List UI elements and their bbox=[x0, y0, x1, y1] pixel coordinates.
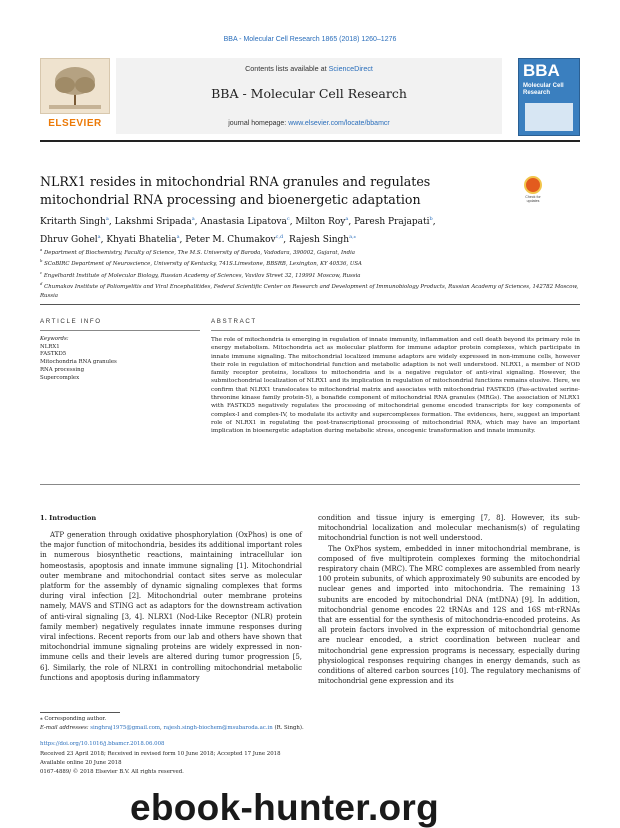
sciencedirect-link[interactable]: ScienceDirect bbox=[328, 64, 373, 73]
available-online-date: Available online 20 June 2018 bbox=[40, 760, 122, 766]
author[interactable]: Peter M. Chumakov$^{c,d}$ bbox=[185, 234, 284, 245]
check-updates-icon bbox=[524, 176, 542, 194]
cover-image bbox=[525, 103, 573, 131]
affiliation: $^c$ Engelhardt Institute of Molecular Biology, Russian Academy of Sciences, Vavilov Street 32, 119991 Moscow, Russia bbox=[40, 269, 361, 279]
abstract-text: The role of mitochondria is emerging in regulation of innate immunity, inflammation and cell death beyond its primary role in energy metabolism. Mitochondria act as molecular platform for immune adaptor protein complexes, which participate in innate immune signaling. The mitochondrial localized immune adaptors are widely expressed in non-immune cells, however their role in regulation of mitochondrial function and metabolic adaption is not well understood. NLRX1, a member of NOD family receptor proteins, localizes to mitochondria and is a negative regulator of anti-viral signaling. However, the submitochondrial localization of NLRX1 and its implication in regulation of mitochondrial functions remains elusive. Here, we confirm that NLRX1 translocates to mitochondrial matrix and associates with mitochondrial FASTKD5 (Fas-activated serine-threonine kinase family protein-5), a bonafide component of mitochondrial RNA granules (MRGs). The association of NLRX1 with FASTKD5 negatively regulates the processing of mitochondrial genome encoded transcripts for key components of complex-I and complex-IV, to modulate its activity and supercomplexes formation. The evidences, here, suggest an important role of NLRX1 in regulating the post-transcriptional processing of mitochondrial RNA, which may have an important implication in bioenergetic adaptation during metabolic stress, oncogenic transformation and innate immunity. bbox=[211, 337, 580, 435]
affiliation: $^b$ SCoBIRC Department of Neuroscience, University of Kentucky, 741S.Limestone, BBSRB, Lexington, KY 40536, USA bbox=[40, 258, 362, 268]
banner-divider bbox=[40, 140, 580, 142]
author[interactable]: Kritarth Singh$^a$ bbox=[40, 216, 109, 227]
article-info-heading: ARTICLE INFO bbox=[40, 318, 102, 325]
journal-cover-thumbnail[interactable] bbox=[518, 58, 580, 136]
journal-banner bbox=[40, 58, 580, 136]
elsevier-wordmark: ELSEVIER bbox=[48, 118, 102, 129]
author[interactable]: Anastasia Lipatova$^c$ bbox=[200, 216, 290, 227]
keyword: NLRX1 bbox=[40, 343, 60, 350]
author[interactable]: Khyati Bhatelia$^a$ bbox=[106, 234, 180, 245]
cover-title: BBA bbox=[523, 61, 560, 80]
body-column-left bbox=[40, 530, 302, 683]
affiliations bbox=[40, 246, 580, 300]
keyword: Supercomplex bbox=[40, 374, 80, 381]
email-addresses: E-mail addresses: singhraj1975@gmail.com, rajesh.singh-biochem@msubaroda.ac.in (R. Singh). bbox=[40, 725, 304, 731]
watermark: ebook-hunter.org bbox=[130, 787, 440, 828]
elsevier-tree-icon bbox=[40, 58, 110, 114]
article-title: NLRX1 resides in mitochondrial RNA granules and regulates mitochondrial RNA processing and bioenergetic adaptation bbox=[40, 174, 431, 207]
author[interactable]: Lakshmi Sripada$^a$ bbox=[114, 216, 195, 227]
affiliation: $^d$ Chumakov Institute of Poliomyelitis and Viral Encephalitides, Federal Scientific Center on Research and Development of Immunobiology Products, Russian Academy of Sciences, 142782 Moscow, Russia bbox=[40, 281, 579, 299]
contents-prefix: Contents lists available at bbox=[245, 64, 329, 73]
article-info-rule bbox=[40, 330, 200, 331]
introduction-heading: 1. Introduction bbox=[40, 514, 97, 522]
copyright-line: 0167-4889/ © 2018 Elsevier B.V. All rights reserved. bbox=[40, 769, 184, 775]
footnote-rule bbox=[40, 712, 120, 713]
keyword: FASTKD5 bbox=[40, 351, 67, 358]
author[interactable]: Rajesh Singh$^{a,⁎}$ bbox=[288, 234, 357, 245]
body-column-right bbox=[318, 513, 580, 686]
doi-link[interactable]: https://doi.org/10.1016/j.bbamcr.2018.06.008 bbox=[40, 741, 165, 747]
author[interactable]: Paresh Prajapati$^b$ bbox=[354, 216, 433, 227]
journal-title: BBA - Molecular Cell Research bbox=[211, 86, 407, 101]
abstract-rule bbox=[211, 330, 580, 331]
affiliations-divider bbox=[40, 304, 580, 305]
keywords-label: Keywords: bbox=[40, 336, 69, 342]
email-link[interactable]: singhraj1975@gmail.com bbox=[90, 725, 161, 731]
journal-homepage bbox=[116, 120, 502, 127]
body-paragraph: ATP generation through oxidative phosphorylation (OxPhos) is one of the major function of mitochondria, besides its additional important roles in numerous biosynthetic reactions, maintaining intracellular ion homeostasis, apoptosis and innate immune signaling [1]. Mitochondrial outer membrane and mitochondrial contact sites serve as molecular platform for the assembly of dynamic signaling complexes that forms during viral infection [2]. Mitochondrial outer membrane proteins namely, MAVS and STING act as adaptors for the downstream activation of anti-viral signaling [3, 4]. NLRX1 (Nod-Like Receptor (NLR) protein family member) negatively regulates innate immune responses during viral infections. Recent reports from our lab and others have shown that mitochondrial immune signaling proteins are widely expressed in non-immune cells and their levels are altered during tumor progression [5, 6]. Similarly, the role of NLRX1 in controlling mitochondrial metabolic functions and apoptosis during inflammatory bbox=[40, 531, 302, 682]
homepage-link[interactable]: www.elsevier.com/locate/bbamcr bbox=[288, 120, 390, 127]
abstract-divider bbox=[40, 484, 580, 485]
check-updates-label: Check for updates bbox=[525, 195, 541, 204]
corresponding-author-note: ⁎ Corresponding author. bbox=[40, 716, 107, 722]
keyword: RNA processing bbox=[40, 366, 85, 373]
keyword: Mitochondria RNA granules bbox=[40, 359, 117, 366]
author[interactable]: Dhruv Gohel$^a$ bbox=[40, 234, 101, 245]
running-head[interactable]: BBA - Molecular Cell Research 1865 (2018) 1260–1276 bbox=[223, 36, 397, 43]
homepage-prefix: journal homepage: bbox=[228, 120, 289, 127]
body-paragraph: The OxPhos system, embedded in inner mitochondrial membrane, is composed of five multiprotein complexes forming the mitochondrial respiratory chain (MRC). The MRC complexes are assembled from nearly 100 protein subunits, of which approximately 90 subunits are encoded by nuclear genes and imported into mitochondria. The remaining 13 subunits are encoded by mitochondrial DNA (mtDNA) [9]. In addition, mitochondrial genome encodes 22 tRNAs and 12S and 16S mt-rRNAs that are essential for the synthesis of mitochondria-encoded proteins. As all protein factors involved in the expression of mitochondrial genome are nuclear encoded, a strict coordination between nuclear and mitochondrial gene expression programs is necessary, especially during physiological responses requiring changes in energy demands, such as conditions of altered carbon sources [10]. The regulatory mechanisms of mitochondrial gene expression and its bbox=[318, 544, 580, 686]
cover-subtitle: Molecular Cell Research bbox=[523, 83, 564, 96]
journal-banner-center bbox=[116, 58, 502, 134]
author[interactable]: Milton Roy$^a$ bbox=[295, 216, 349, 227]
contents-line bbox=[116, 64, 502, 73]
keywords-block bbox=[40, 336, 200, 382]
abstract-heading: ABSTRACT bbox=[211, 318, 257, 325]
received-dates: Received 23 April 2018; Received in revised form 10 June 2018; Accepted 17 June 2018 bbox=[40, 751, 281, 757]
check-for-updates-badge[interactable] bbox=[520, 176, 546, 204]
author-list: Kritarth Singh$^a$, Lakshmi Sripada$^a$, Anastasia Lipatova$^c$, Milton Roy$^a$, Paresh Prajapati$^b$, Dhruv Gohel$^a$, Khyati Bhatelia$^a$, Peter M. Chumakov$^{c,d}$, Rajesh Singh$^{a,⁎}$ bbox=[40, 216, 436, 245]
email-link[interactable]: rajesh.singh-biochem@msubaroda.ac.in bbox=[163, 725, 273, 731]
affiliation: $^a$ Department of Biochemistry, Faculty of Science, The M.S. University of Baroda, Vadodara, 390002, Gujarat, India bbox=[40, 247, 356, 256]
elsevier-logo[interactable] bbox=[40, 58, 110, 134]
body-paragraph: condition and tissue injury is emerging [7, 8]. However, its sub-mitochondrial localization and molecular mechanism(s) of regulating mitochondrial function is not well understood. bbox=[318, 514, 580, 543]
